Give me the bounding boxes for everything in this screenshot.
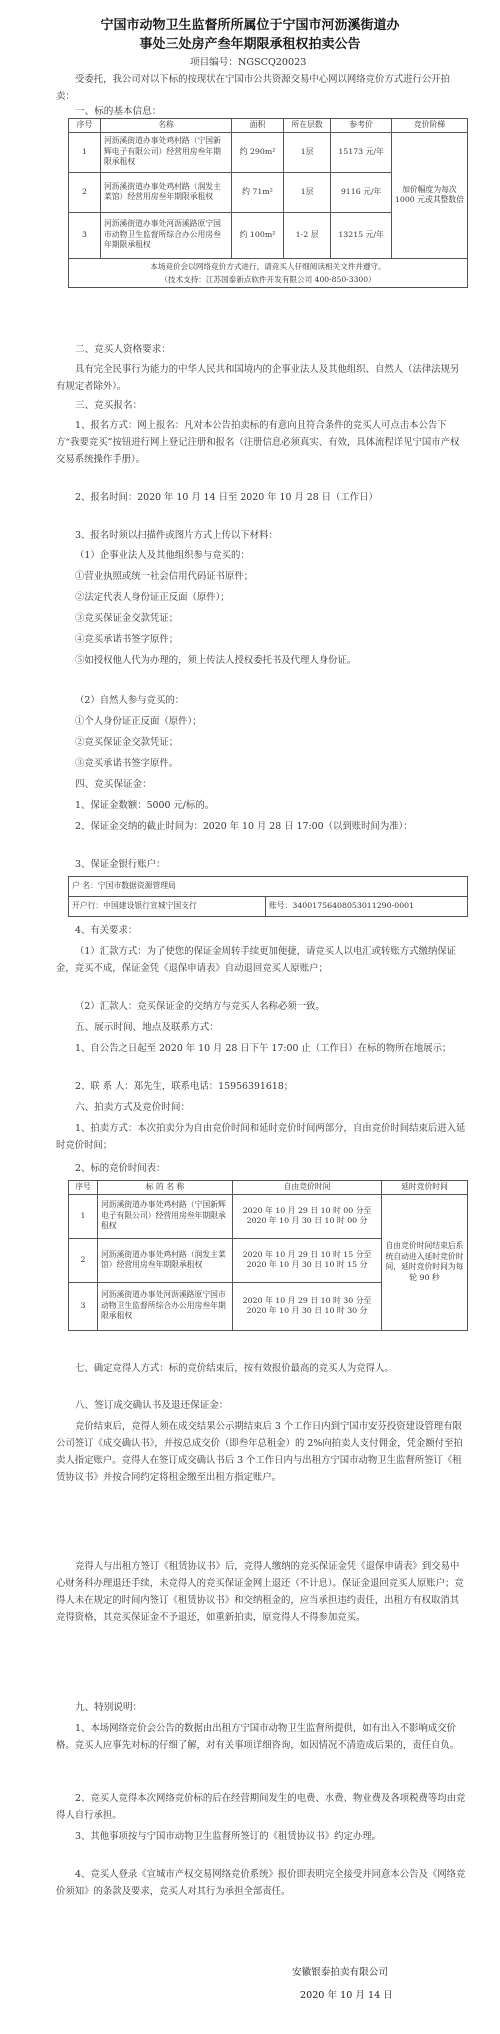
- table-row: [69, 877, 468, 897]
- note-line-2: （技术支持：江苏国泰新点软件开发有限公司 400-850-3300）: [160, 274, 376, 284]
- section-3-heading: 三、竞买报名：: [75, 400, 143, 411]
- table-row: [69, 1194, 468, 1238]
- project-number: 项目编号：NGSCQ20023: [190, 57, 307, 68]
- col-header: 参考价: [331, 119, 392, 133]
- table-note: [69, 258, 468, 287]
- document-title-line-2: 事处三处房产叁年期限承租权拍卖公告: [139, 37, 361, 52]
- section-4-heading: 四、竞买保证金：: [75, 779, 152, 790]
- deposit-bank-account: 3、保证金银行账户：: [75, 859, 166, 870]
- col-header: 序号: [69, 119, 101, 133]
- cell-no: 3: [69, 212, 101, 258]
- table-row: [69, 897, 468, 917]
- materials-individual: （2）自然人参与竞买的：: [75, 695, 185, 706]
- contact-info: 2、联 系 人：郑先生，联系电话：15956391618；: [75, 1081, 294, 1092]
- col-header: 竞价阶梯: [391, 119, 467, 133]
- section-5-heading: 五、展示时间、地点及联系方式：: [75, 1022, 219, 1033]
- schedule-table-header: [69, 1181, 468, 1195]
- material-item: ①营业执照或统一社会信用代码证书原件；: [75, 571, 254, 582]
- auction-method: 1、拍卖方式：本次拍卖分为自由竞价时间和延时竞价时间两部分，自由竞价时间结束后进入延时竞价时间；: [56, 1123, 466, 1151]
- col-header: 自由竞价时间: [233, 1181, 382, 1195]
- table-row: [69, 132, 468, 172]
- material-item: ⑤如授权他人代为办理的，须上传法人授权委托书及代理人身份证。: [75, 655, 357, 666]
- cell-name: 河沥溪街道办事处河沥溪路原宁国市动物卫生监督所综合办公用房叁年期限承租权: [98, 1282, 233, 1330]
- table-note-row: [69, 258, 468, 287]
- cell-floor: 1层: [283, 132, 330, 172]
- cell-time: 2020 年 10 月 29 日 10 时 30 分至 2020 年 10 月 30 日 10 时 30 分: [233, 1282, 382, 1330]
- col-header: 名称: [100, 119, 231, 133]
- special-note-1: 1、本场网络竞价会公告的数据由出租方宁国市动物卫生监督所提供，如有出入不影响成交价格。竞买人应事先对标的仔细了解，对有关事项详细咨询，如因情况不清造成后果的，责任自负。: [56, 1723, 460, 1751]
- special-note-3: 3、其他事项按与宁国市动物卫生监督所签订的《租赁协议书》约定办理。: [75, 1831, 381, 1842]
- intro-paragraph: 受委托，我公司对以下标的按现状在宁国市公共资源交易中心网以网络竞价方式进行公开拍卖：: [56, 74, 451, 102]
- cell-price: 9116 元/年: [331, 172, 392, 212]
- bank-account-name: 户 名：宁国市数据资源管理局: [69, 877, 468, 897]
- remitter-requirement: （2）汇款人：竞买保证金的交纳方与竞买人名称必须一致。: [75, 1001, 325, 1012]
- material-item: ④竞买承诺书签字原件；: [75, 634, 179, 645]
- cell-name: 河沥溪街道办事处鸡村路（润发主菜馆）经营用房叁年期限承租权: [98, 1238, 233, 1282]
- cell-floor: 1-2 层: [283, 212, 330, 258]
- section-2-body: 具有完全民事行为能力的中华人民共和国境内的企事业法人及其他组织、自然人（法律法规另有规定者除外）。: [56, 364, 460, 392]
- cell-no: 1: [69, 1194, 98, 1238]
- cell-area: 约 71m²: [232, 172, 284, 212]
- cell-name: 河沥溪街道办事处鸡村路（宁国新辉电子有限公司）经营用房叁年期限承租权: [100, 132, 231, 172]
- cell-name: 河沥溪街道办事处鸡村路（宁国新辉电子有限公司）经营用房叁年期限承租权: [98, 1194, 233, 1238]
- cell-floor: 1层: [283, 172, 330, 212]
- material-item: ②竞买保证金交款凭证；: [75, 737, 179, 748]
- cell-no: 1: [69, 132, 101, 172]
- cell-time: 2020 年 10 月 29 日 10 时 15 分至 2020 年 10 月 30 日 10 时 15 分: [233, 1238, 382, 1282]
- registration-time: 2、报名时间：2020 年 10 月 14 日至 2020 年 10 月 28 日（工作日）: [75, 492, 378, 503]
- special-note-4: 4、竞买人登录《宣城市产权交易网络竞价系统》报价即表明完全接受并同意本公告及《网络竞价须知》的条款及要求，竞买人对其行为承担全部责任。: [56, 1869, 466, 1897]
- col-header: 延时竞价时间: [382, 1181, 468, 1195]
- cell-no: 2: [69, 1238, 98, 1282]
- cell-time: 2020 年 10 月 29 日 10 时 00 分至 2020 年 10 月 30 日 10 时 00 分: [233, 1194, 382, 1238]
- section-8-heading: 八、签订成交确认书及退还保证金：: [75, 1400, 229, 1411]
- section-6-heading: 六、拍卖方式及竞价时间：: [75, 1102, 191, 1113]
- signature-company: 安徽银泰拍卖有限公司: [292, 1967, 388, 1978]
- section-1-heading: 一、标的基本信息：: [75, 106, 162, 117]
- col-header: 标 的 名 称: [98, 1181, 233, 1195]
- col-header: 所在层数: [283, 119, 330, 133]
- bank-branch: 开户行：中国建设银行宣城宁国支行: [69, 897, 266, 917]
- materials-legal-entity: （1）企事业法人及其他组织参与竞买的：: [75, 550, 250, 561]
- bank-account-table: [68, 876, 468, 917]
- material-item: ③竞买保证金交款凭证；: [75, 613, 179, 624]
- col-header: 面积: [232, 119, 284, 133]
- registration-method: 1、报名方式：网上报名：凡对本公告拍卖标的有意向且符合条件的竞买人可点击本公告下方“我要竞买”按钮进行网上登记注册和报名（注册信息必须真实、有效，具体流程详见宁国市产权交易系统操作手册）。: [56, 420, 460, 465]
- section-7-heading: 七、确定竞得人方式：标的竞价结束后，按有效报价最高的竞买人为竞得人。: [75, 1363, 394, 1374]
- bank-account-number: 账号：34001756408053011290-0001: [266, 897, 468, 917]
- cell-area: 约 100m²: [232, 212, 284, 258]
- deposit-amount: 1、保证金数额：5000 元/标的。: [75, 800, 215, 811]
- material-item: ③竞买承诺书签字原件。: [75, 758, 179, 769]
- cell-step: 加价幅度为每次 1000 元或其整数倍: [391, 132, 467, 258]
- special-note-2: 2、竞买人竞得本次网络竞价标的后在经营期间发生的电费、水费、物业费及各项税费等均由竞得人自行承担。: [56, 1793, 466, 1821]
- deposit-refund: 竞得人与出租方签订《租赁协议书》后，竞得人缴纳的竞买保证金凭《退保申请表》到交易中心财务科办理退还手续，未竞得人的竞买保证金网上退还（不计息）。保证金退回竞买人原账户；竞得人未在规定的时间内签订《租赁协议书》和交纳租金的，应当承担违约责任，出租方有权取消其竞得资格，其竞买保证金不予退还，如重新拍卖，原竞得人不得参加竞买。: [56, 1561, 464, 1623]
- section-2-heading: 二、竞买人资格要求：: [75, 344, 171, 355]
- material-item: ②法定代表人身份证正反面（原件）；: [75, 592, 230, 603]
- cell-no: 2: [69, 172, 101, 212]
- display-period: 1、自公告之日起至 2020 年 10 月 28 日下午 17:00 止（工作日）在标的物所在地展示；: [75, 1043, 452, 1054]
- contract-signing: 竞价结束后，竞得人须在成交结果公示期结束后 3 个工作日内到宁国市安芬投资建设管理有限公司签订《成交确认书》，并按总成交价（即叁年总租金）的 2%向拍卖人支付佣金，凭金额付至拍卖人指定账户。竞得人在签订成交确认书后 3 个工作日内与出租方宁国市动物卫生监督所签订《租赁协议书》并按合同约定将租金缴至出租方指定账户。: [56, 1421, 463, 1483]
- document-title-line-1: 宁国市动物卫生监督所所属位于宁国市河沥溪街道办: [100, 18, 400, 33]
- remittance-method: （1）汇款方式：为了使您的保证金周转手续更加便捷，请竞买人以电汇或转账方式缴纳保证金，竞买不成，保证金凭《退保申请表》自动退回竞买人原账户；: [56, 946, 456, 974]
- registration-materials: 3、报名时须以扫描件或图片方式上传以下材料：: [75, 530, 278, 541]
- cell-price: 15173 元/年: [331, 132, 392, 172]
- material-item: ①个人身份证正反面（原件）；: [75, 716, 202, 727]
- cell-delay: 自由竞价时间结束后系统自动进入延时竞价时间，延时竞价时间为每轮 90 秒: [382, 1194, 468, 1330]
- bidding-schedule-table: [68, 1180, 468, 1331]
- cell-price: 13215 元/年: [331, 212, 392, 258]
- signature-date: 2020 年 10 月 14 日: [300, 1990, 393, 2001]
- listing-table-header: [69, 119, 468, 133]
- requirements-heading: 4、有关要求：: [75, 925, 138, 936]
- cell-area: 约 290m²: [232, 132, 284, 172]
- note-line-1: 本场竞价会以网络竞价方式进行，请竞买人仔细阅读相关文件并遵守。: [150, 261, 386, 271]
- col-header: 序号: [69, 1181, 98, 1195]
- cell-no: 3: [69, 1282, 98, 1330]
- section-9-heading: 九、特别说明：: [75, 1702, 143, 1713]
- bidding-schedule-heading: 2、标的竞价时间表：: [75, 1163, 166, 1174]
- cell-name: 河沥溪街道办事处鸡村路（润发主菜馆）经营用房叁年期限承租权: [100, 172, 231, 212]
- deposit-deadline: 2、保证金交纳的截止时间为：2020 年 10 月 28 日 17:00（以到账时间为准）：: [75, 821, 413, 832]
- listing-table: [68, 118, 468, 288]
- cell-name: 河沥溪街道办事处河沥溪路原宁国市动物卫生监督所综合办公用房叁年期限承租权: [100, 212, 231, 258]
